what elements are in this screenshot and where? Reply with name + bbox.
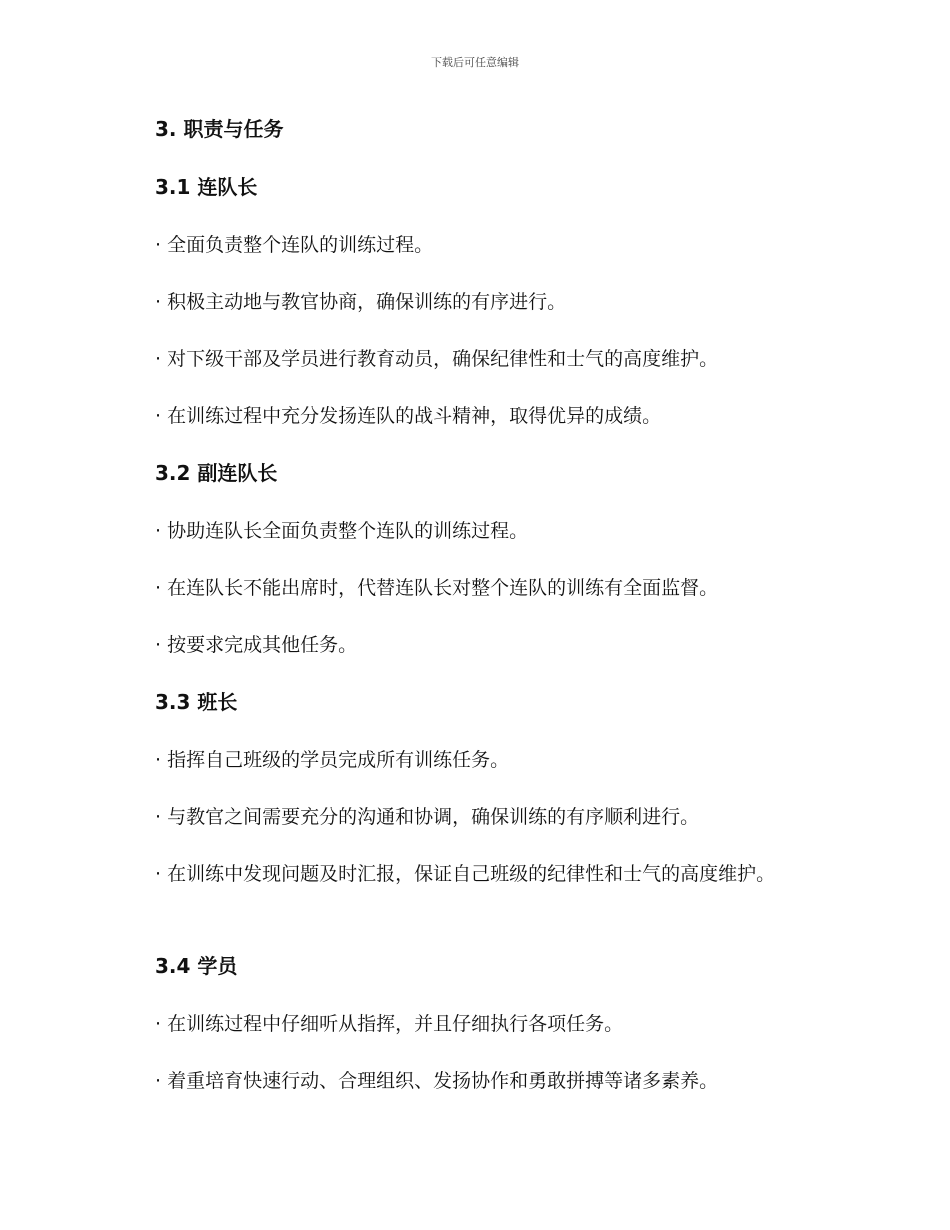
list-item: · 积极主动地与教官协商，确保训练的有序进行。 (155, 291, 567, 313)
document-body (113, 112, 833, 1121)
list-item: · 在连队长不能出席时，代替连队长对整个连队的训练有全面监督。 (155, 577, 719, 599)
list-item: · 协助连队长全面负责整个连队的训练过程。 (155, 520, 529, 542)
section-heading-3-2: 3.2 副连队长 (155, 461, 278, 485)
page-header: 下载后可任意编辑 (431, 56, 519, 69)
list-item: · 在训练过程中仔细听从指挥，并且仔细执行各项任务。 (155, 1013, 624, 1035)
list-item: · 在训练过程中充分发扬连队的战斗精神，取得优异的成绩。 (155, 405, 662, 427)
list-item: · 指挥自己班级的学员完成所有训练任务。 (155, 749, 510, 771)
section-heading-3: 3. 职责与任务 (155, 117, 284, 141)
section-heading-3-1: 3.1 连队长 (155, 175, 258, 199)
section-heading-3-3: 3.3 班长 (155, 690, 238, 714)
list-item: · 全面负责整个连队的训练过程。 (155, 234, 434, 256)
list-item: · 按要求完成其他任务。 (155, 634, 358, 656)
list-item: · 在训练中发现问题及时汇报，保证自己班级的纪律性和士气的高度维护。 (155, 863, 776, 885)
section-heading-3-4: 3.4 学员 (155, 954, 238, 978)
list-item: · 与教官之间需要充分的沟通和协调，确保训练的有序顺利进行。 (155, 806, 700, 828)
list-item: · 对下级干部及学员进行教育动员，确保纪律性和士气的高度维护。 (155, 348, 719, 370)
list-item: · 着重培育快速行动、合理组织、发扬协作和勇敢拼搏等诸多素养。 (155, 1070, 719, 1092)
